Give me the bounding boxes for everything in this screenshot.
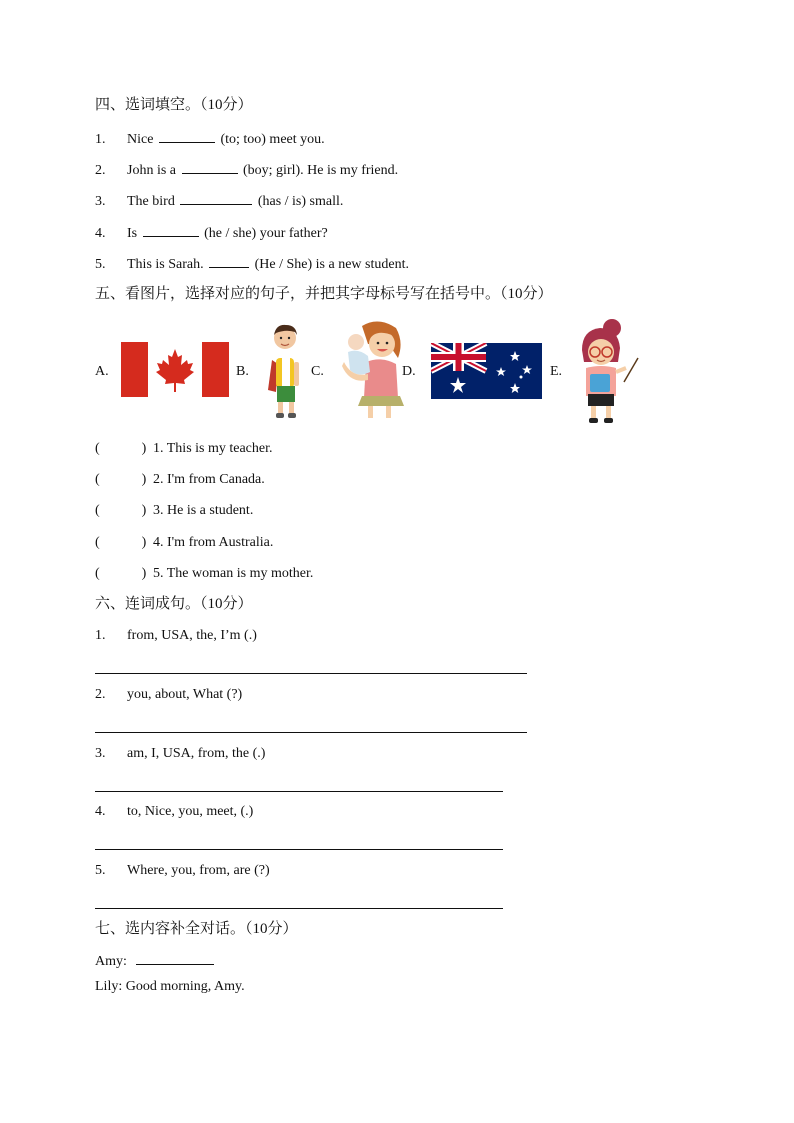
fill-blank[interactable] (209, 254, 249, 268)
section6-heading: 六、连词成句。（10分） (95, 596, 253, 612)
s6-item-1 (95, 627, 257, 645)
answer-paren[interactable]: ( ) (95, 441, 147, 456)
picture-label-b: B. (236, 364, 249, 379)
student-boy-image (262, 320, 306, 420)
item-number: 5. (95, 257, 106, 272)
s4-item-3 (95, 191, 343, 211)
s6-item-3 (95, 745, 265, 763)
fill-blank[interactable] (180, 191, 252, 205)
dialogue-line-1 (95, 951, 216, 971)
answer-paren[interactable]: ( ) (95, 535, 147, 550)
s6-item-5 (95, 862, 270, 880)
teacher-woman-image (576, 318, 642, 426)
item-number: 1. (95, 132, 106, 147)
item-pre: The bird (127, 194, 175, 209)
item-text: from, USA, the, I’m (.) (127, 628, 257, 643)
item-number: 4. (95, 226, 106, 241)
section5-heading: 五、看图片，选择对应的句子，并把其字母标号写在括号中。（10分） (95, 286, 553, 302)
s5-item-4 (95, 534, 273, 552)
item-text: to, Nice, you, meet, (.) (127, 804, 254, 819)
item-number: 2. (95, 687, 106, 702)
item-text: 1. This is my teacher. (153, 441, 273, 456)
s4-item-1 (95, 129, 325, 149)
s5-item-5 (95, 565, 313, 583)
item-number: 3. (95, 746, 106, 761)
picture-label-d: D. (402, 364, 416, 379)
item-pre: This is Sarah. (127, 257, 204, 272)
answer-paren[interactable]: ( ) (95, 566, 147, 581)
s5-item-1 (95, 440, 273, 458)
answer-line[interactable] (95, 791, 503, 792)
picture-label-a: A. (95, 364, 109, 379)
item-text: 2. I'm from Canada. (153, 472, 265, 487)
s5-item-3 (95, 502, 253, 520)
answer-line[interactable] (95, 673, 527, 674)
s5-item-2 (95, 471, 265, 489)
union-jack-icon (431, 343, 486, 371)
item-pre: Nice (127, 132, 154, 147)
mother-with-baby-image (338, 318, 408, 422)
item-post: (boy; girl). He is my friend. (243, 163, 399, 178)
s4-item-5 (95, 254, 409, 274)
fill-blank[interactable] (182, 160, 238, 174)
item-text: 4. I'm from Australia. (153, 535, 274, 550)
answer-paren[interactable]: ( ) (95, 472, 147, 487)
dialogue-blank[interactable] (136, 951, 214, 965)
item-number: 2. (95, 163, 106, 178)
s4-item-2 (95, 160, 398, 180)
picture-label-e: E. (550, 364, 563, 379)
item-post: (he / she) your father? (204, 226, 328, 241)
item-text: am, I, USA, from, the (.) (127, 746, 266, 761)
fill-blank[interactable] (143, 223, 199, 237)
speaker: Amy: (95, 954, 127, 969)
canada-flag-image (121, 342, 229, 397)
australia-flag-image (431, 343, 542, 399)
s6-item-4 (95, 803, 253, 821)
item-pre: John is a (127, 163, 176, 178)
item-post: (to; too) meet you. (220, 132, 325, 147)
section4-heading: 四、选词填空。（10分） (95, 97, 253, 113)
answer-line[interactable] (95, 849, 503, 850)
fill-blank[interactable] (159, 129, 215, 143)
section7-heading: 七、选内容补全对话。（10分） (95, 921, 298, 937)
dialogue-line-2 (95, 978, 245, 996)
item-text: you, about, What (?) (127, 687, 243, 702)
item-number: 5. (95, 863, 106, 878)
answer-line[interactable] (95, 732, 527, 733)
answer-paren[interactable]: ( ) (95, 503, 147, 518)
answer-line[interactable] (95, 908, 503, 909)
item-text: 3. He is a student. (153, 503, 254, 518)
item-number: 4. (95, 804, 106, 819)
item-number: 3. (95, 194, 106, 209)
dialogue-text: Good morning, Amy. (125, 979, 245, 994)
item-number: 1. (95, 628, 106, 643)
speaker: Lily: (95, 979, 123, 994)
item-text: Where, you, from, are (?) (127, 863, 270, 878)
item-text: 5. The woman is my mother. (153, 566, 314, 581)
item-post: (He / She) is a new student. (254, 257, 409, 272)
s4-item-4 (95, 223, 328, 243)
picture-label-c: C. (311, 364, 324, 379)
item-post: (has / is) small. (257, 194, 344, 209)
s6-item-2 (95, 686, 242, 704)
item-pre: Is (127, 226, 138, 241)
